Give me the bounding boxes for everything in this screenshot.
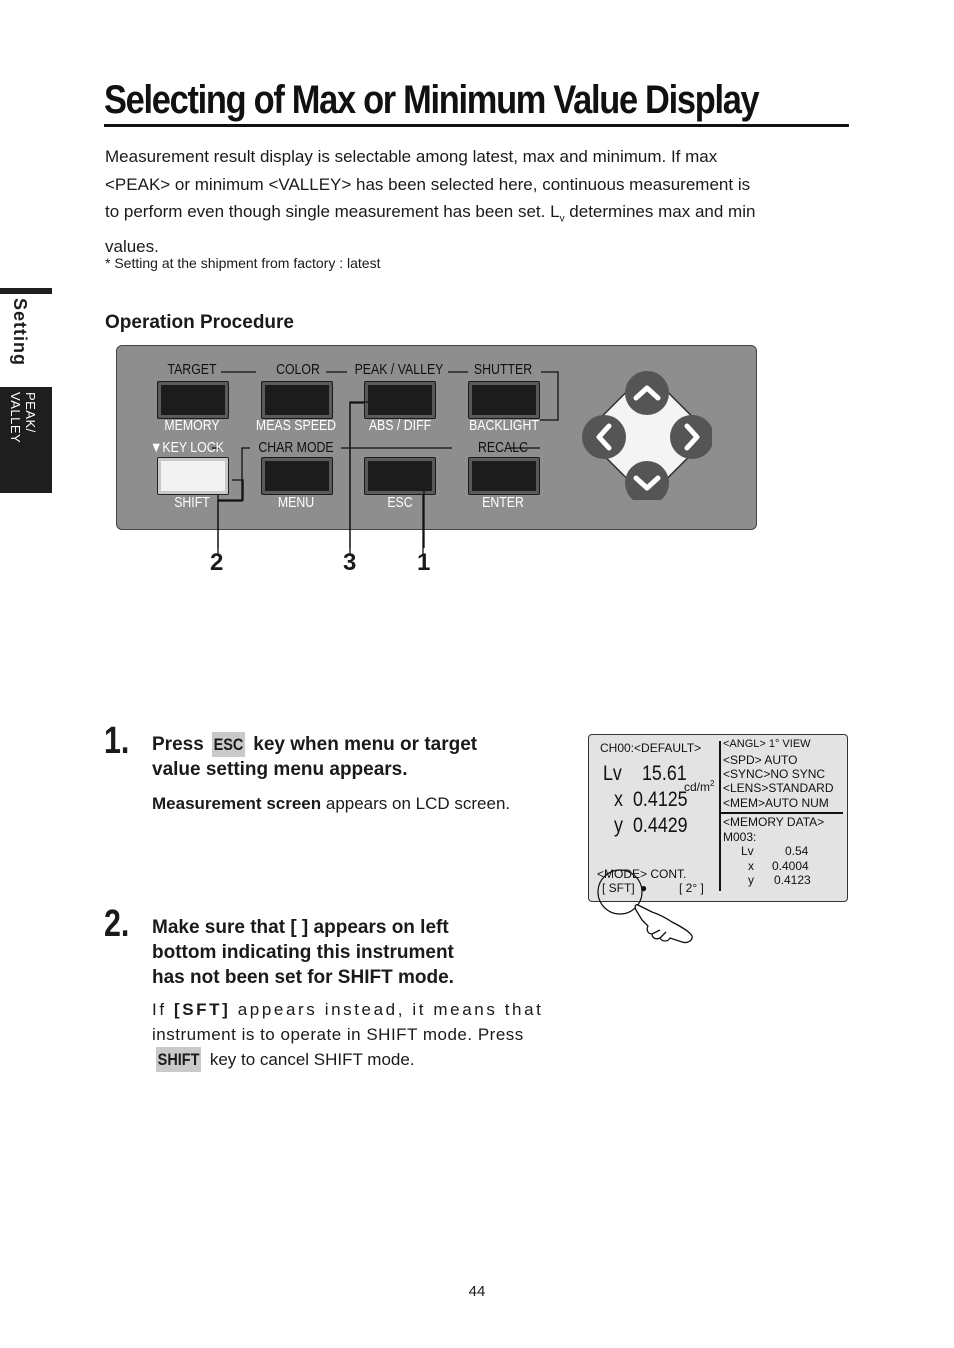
callout-1: 1: [417, 549, 431, 576]
lcd-right-line-2: <SPD> AUTO: [723, 753, 798, 767]
sidetab-section-label: Setting: [10, 298, 30, 366]
step-1-number: 1.: [104, 720, 130, 762]
callout-2: 2: [210, 549, 224, 576]
label-memory: MEMORY: [164, 418, 220, 434]
label-recalc: RECALC: [477, 440, 528, 456]
lcd-mem-x-label: x: [748, 859, 754, 873]
callout-3: 3: [343, 549, 357, 576]
lcd-right-line-4: <LENS>STANDARD: [723, 781, 834, 795]
intro-line-1: Measurement result display is selectable among latest, max and minimum. If max: [105, 147, 718, 166]
label-meas-speed: MEAS SPEED: [255, 418, 337, 434]
factory-setting-note: * Setting at the shipment from factory : latest: [105, 255, 381, 271]
lcd-dot: ●: [640, 881, 648, 895]
lcd-mode: <MODE> CONT.: [597, 867, 687, 881]
step-2-number: 2.: [104, 903, 130, 945]
lcd-y-value: 0.4429: [633, 814, 688, 837]
lcd-x-label: x: [614, 788, 623, 811]
intro-line-3: to perform even though single measurement has been set. $L_v$ determines max and min: [105, 202, 756, 225]
operation-procedure-heading: Operation Procedure: [105, 312, 294, 333]
label-abs-diff: ABS / DIFF: [368, 418, 432, 434]
esc-keycap: ESC: [212, 732, 245, 757]
label-shutter: SHUTTER: [473, 362, 533, 378]
label-backlight: BACKLIGHT: [469, 418, 539, 434]
lcd-unit: $cd/m^2$: [684, 779, 715, 794]
label-target: TARGET: [167, 362, 217, 378]
pointing-hand-icon: [590, 860, 700, 950]
lcd-mem-x-value: 0.4004: [772, 859, 809, 873]
label-color: COLOR: [276, 362, 320, 378]
lcd-lv-label: Lv: [603, 762, 622, 785]
lcd-divider-vertical: [719, 741, 721, 891]
step-1-heading: Press ESC key when menu or target value setting menu appears.: [152, 734, 478, 780]
lcd-memory-header: <MEMORY DATA>: [723, 815, 825, 829]
page-title: Selecting of Max or Minimum Value Display: [104, 78, 759, 122]
lcd-x-value: 0.4125: [633, 788, 688, 811]
label-shift: SHIFT: [174, 495, 210, 511]
lcd-right-line-1: <ANGL> 1° VIEW: [723, 738, 811, 750]
lcd-mem-y-label: y: [748, 873, 754, 887]
label-peak-valley: PEAK / VALLEY: [354, 362, 444, 378]
lcd-y-label: y: [614, 814, 623, 837]
lcd-divider-horizontal: [721, 812, 843, 814]
label-char-mode: CHAR MODE: [258, 440, 334, 456]
intro-line-4: values.: [105, 236, 159, 256]
page-number: 44: [468, 1283, 486, 1300]
lcd-right-line-5: <MEM>AUTO NUM: [723, 796, 829, 810]
lcd-memory-id: M003:: [723, 830, 757, 844]
lcd-mem-y-value: 0.4123: [774, 873, 811, 887]
lcd-sft-indicator: [ SFT]: [602, 881, 635, 895]
lcd-right-line-3: <SYNC>NO SYNC: [723, 767, 826, 781]
label-esc: ESC: [387, 495, 413, 511]
callout-lines: [0, 0, 954, 600]
lcd-mem-lv-value: 0.54: [785, 844, 809, 858]
step-1-body: Measurement screen appears on LCD screen.: [152, 794, 511, 813]
sidetab-topic-label: PEAK/ VALLEY: [8, 392, 38, 444]
intro-line-2: <PEAK> or minimum <VALLEY> has been selected here, continuous measurement is: [105, 174, 751, 194]
step-2-body: If [SFT] appears instead, it means that instrument is to operate in SHIFT mode. Press SHIFT key to cancel SHIFT mode.: [152, 997, 567, 1072]
lcd-angle: [ 2° ]: [679, 881, 704, 895]
step-2-heading: Make sure that [ ] appears on left bottom indicating this instrument has not been set for SHIFT mode.: [152, 917, 454, 988]
label-key-lock: ▼KEY LOCK: [150, 440, 224, 456]
lcd-mem-lv-label: Lv: [741, 844, 754, 858]
label-menu: MENU: [277, 495, 315, 511]
lcd-channel: CH00:<DEFAULT>: [600, 741, 702, 755]
lcd-lv-value: 15.61: [642, 762, 687, 785]
label-enter: ENTER: [482, 495, 524, 511]
shift-keycap: SHIFT: [156, 1047, 201, 1072]
